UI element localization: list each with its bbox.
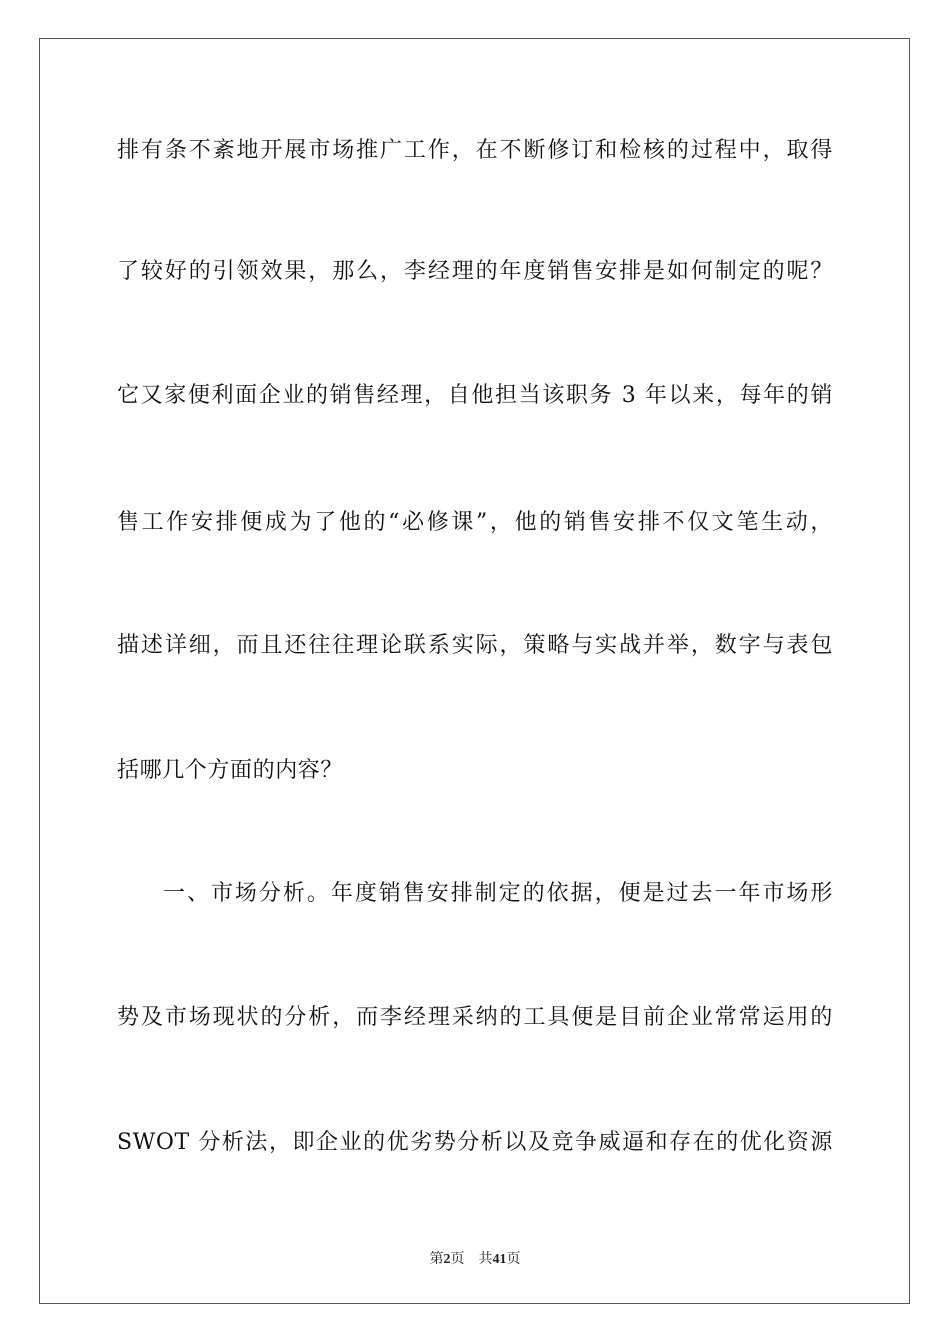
body-line-3: 它又家便利面企业的销售经理，自他担当该职务 3 年以来，每年的销 — [117, 383, 833, 408]
body-line-6: 括哪几个方面的内容？ — [117, 758, 344, 783]
total-pages: 41 — [492, 1252, 507, 1267]
body-line-9: SWOT 分析法，即企业的优劣势分析以及竞争威逼和存在的优化资源 — [117, 1130, 833, 1155]
page-border — [39, 38, 910, 1304]
page-prefix: 第 — [429, 1251, 444, 1267]
body-line-7: 一、市场分析。年度销售安排制定的依据，便是过去一年市场形 — [163, 881, 833, 906]
page-suffix: 页 — [450, 1251, 465, 1267]
body-line-1: 排有条不紊地开展市场推广工作，在不断修订和检核的过程中，取得 — [117, 138, 833, 163]
total-prefix: 共 — [478, 1251, 493, 1267]
page-footer — [0, 1248, 950, 1268]
total-suffix: 页 — [506, 1251, 521, 1267]
body-line-5: 描述详细，而且还往往理论联系实际，策略与实战并举，数字与表包 — [117, 633, 833, 658]
body-line-2: 了较好的引领效果，那么，李经理的年度销售安排是如何制定的呢？ — [117, 259, 833, 284]
page-number: 2 — [443, 1252, 451, 1267]
body-line-4: 售工作安排便成为了他的“必修课”，他的销售安排不仅文笔生动， — [117, 510, 833, 535]
body-line-8: 势及市场现状的分析，而李经理采纳的工具便是目前企业常常运用的 — [117, 1005, 833, 1030]
